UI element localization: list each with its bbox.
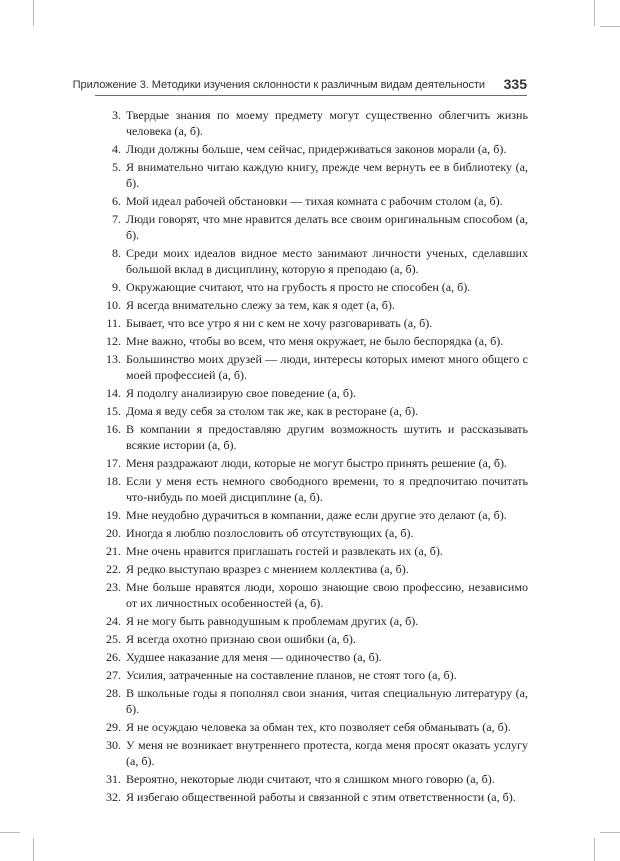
item-number: 19. bbox=[105, 508, 121, 522]
list-item bbox=[100, 333, 528, 349]
list-item bbox=[100, 245, 528, 277]
item-text: Иногда я люблю позлословить об отсутствующих (а, б). bbox=[126, 526, 414, 540]
list-item bbox=[100, 141, 528, 157]
list-item bbox=[100, 579, 528, 611]
item-text: Дома я веду себя за столом так же, как в ресторане (а, б). bbox=[126, 404, 419, 418]
item-number: 22. bbox=[105, 562, 121, 576]
item-text: Вероятно, некоторые люди считают, что я слишком много говорю (а, б). bbox=[126, 772, 495, 786]
item-number: 25. bbox=[105, 632, 121, 646]
item-text: Люди должны больше, чем сейчас, придерживаться законов морали (а, б). bbox=[126, 142, 507, 156]
list-item bbox=[100, 193, 528, 209]
list-item bbox=[100, 107, 528, 139]
item-number: 14. bbox=[105, 386, 121, 400]
item-number: 10. bbox=[105, 298, 121, 312]
item-number: 7. bbox=[111, 212, 121, 226]
item-number: 16. bbox=[105, 422, 121, 436]
list-item bbox=[100, 385, 528, 401]
list-item bbox=[100, 685, 528, 717]
crop-mark-top-left-vertical bbox=[33, 0, 34, 26]
list-item bbox=[100, 421, 528, 453]
item-text: Мне очень нравится приглашать гостей и развлекать их (а, б). bbox=[126, 544, 443, 558]
list-item bbox=[100, 631, 528, 647]
item-text: Мне неудобно дурачиться в компании, даже если другие это делают (а, б). bbox=[126, 508, 507, 522]
item-number: 31. bbox=[105, 772, 121, 786]
crop-mark-bottom-right-vertical bbox=[594, 838, 595, 861]
item-number: 28. bbox=[105, 686, 121, 700]
item-text: Я всегда внимательно слежу за тем, как я одет (а, б). bbox=[126, 298, 395, 312]
item-number: 32. bbox=[105, 790, 121, 804]
list-item bbox=[100, 507, 528, 523]
running-header-title: Приложение 3. Методики изучения склонности к различным видам деятельности bbox=[72, 79, 485, 91]
item-number: 13. bbox=[105, 352, 121, 366]
item-text: Мой идеал рабочей обстановки — тихая комната с рабочим столом (а, б). bbox=[126, 194, 503, 208]
item-number: 29. bbox=[105, 720, 121, 734]
list-item bbox=[100, 719, 528, 735]
crop-mark-bottom-left-horizontal bbox=[0, 832, 20, 833]
header-rule bbox=[95, 95, 527, 96]
item-text: Окружающие считают, что на грубость я просто не способен (а, б). bbox=[126, 280, 471, 294]
list-item bbox=[100, 771, 528, 787]
questionnaire-list bbox=[100, 107, 528, 807]
item-text: Я подолгу анализирую свое поведение (а, б). bbox=[126, 386, 356, 400]
list-item bbox=[100, 315, 528, 331]
item-number: 20. bbox=[105, 526, 121, 540]
item-text: Твердые знания по моему предмету могут существенно облегчить жизнь человека (а, б). bbox=[126, 108, 528, 138]
item-text: У меня не возникает внутреннего протеста, когда меня просят оказать услугу (а, б). bbox=[126, 738, 528, 768]
list-item bbox=[100, 455, 528, 471]
item-text: Усилия, затраченные на составление планов, не стоят того (а, б). bbox=[126, 668, 457, 682]
list-item bbox=[100, 737, 528, 769]
item-text: Мне больше нравятся люди, хорошо знающие свою профессию, независимо от их личностных особенностей (а, б). bbox=[126, 580, 528, 610]
running-header bbox=[72, 76, 527, 98]
item-number: 26. bbox=[105, 650, 121, 664]
item-text: Мне важно, чтобы во всем, что меня окружает, не было беспорядка (а, б). bbox=[126, 334, 504, 348]
list-item bbox=[100, 473, 528, 505]
item-number: 12. bbox=[105, 334, 121, 348]
item-text: В компании я предоставляю другим возможность шутить и рассказывать всякие истории (а, б). bbox=[126, 422, 528, 452]
item-number: 27. bbox=[105, 668, 121, 682]
item-number: 24. bbox=[105, 614, 121, 628]
list-item bbox=[100, 403, 528, 419]
item-number: 3. bbox=[111, 108, 121, 122]
list-item bbox=[100, 525, 528, 541]
list-item bbox=[100, 649, 528, 665]
item-text: В школьные годы я пополнял свои знания, читая специальную литературу (а, б). bbox=[126, 686, 528, 716]
item-text: Люди говорят, что мне нравится делать все своим оригинальным способом (а, б). bbox=[126, 212, 528, 242]
item-text: Меня раздражают люди, которые не могут быстро принять решение (а, б). bbox=[126, 456, 507, 470]
item-text: Бывает, что все утро я ни с кем не хочу разговаривать (а, б). bbox=[126, 316, 433, 330]
item-text: Я избегаю общественной работы и связанной с этим ответственности (а, б). bbox=[126, 790, 516, 804]
page-number: 335 bbox=[503, 76, 527, 92]
item-number: 6. bbox=[111, 194, 121, 208]
list-item bbox=[100, 613, 528, 629]
item-number: 8. bbox=[111, 246, 121, 260]
item-number: 11. bbox=[106, 316, 121, 330]
item-text: Я редко выступаю вразрез с мнением коллектива (а, б). bbox=[126, 562, 409, 576]
crop-mark-top-right-horizontal bbox=[600, 26, 620, 27]
item-text: Худшее наказание для меня — одиночество (а, б). bbox=[126, 650, 382, 664]
item-number: 4. bbox=[111, 142, 121, 156]
item-text: Я не могу быть равнодушным к проблемам других (а, б). bbox=[126, 614, 419, 628]
list-item bbox=[100, 351, 528, 383]
item-text: Большинство моих друзей — люди, интересы которых имеют много общего с моей профессией (а, б). bbox=[126, 352, 528, 382]
item-number: 5. bbox=[111, 160, 121, 174]
item-number: 15. bbox=[105, 404, 121, 418]
list-item bbox=[100, 543, 528, 559]
item-number: 17. bbox=[105, 456, 121, 470]
item-number: 9. bbox=[111, 280, 121, 294]
item-text: Я всегда охотно признаю свои ошибки (а, б). bbox=[126, 632, 356, 646]
list-item bbox=[100, 789, 528, 805]
list-item bbox=[100, 159, 528, 191]
item-number: 18. bbox=[105, 474, 121, 488]
crop-mark-top-right-vertical bbox=[594, 0, 595, 26]
item-number: 23. bbox=[105, 580, 121, 594]
item-text: Я внимательно читаю каждую книгу, прежде чем вернуть ее в библиотеку (а, б). bbox=[126, 160, 528, 190]
item-number: 21. bbox=[105, 544, 121, 558]
item-number: 30. bbox=[105, 738, 121, 752]
item-text: Среди моих идеалов видное место занимают личности ученых, сделавших большой вклад в дисциплину, которую я преподаю (а, б). bbox=[126, 246, 528, 276]
list-item bbox=[100, 279, 528, 295]
item-text: Я не осуждаю человека за обман тех, кто позволяет себя обманывать (а, б). bbox=[126, 720, 511, 734]
list-item bbox=[100, 667, 528, 683]
item-text: Если у меня есть немного свободного времени, то я предпочитаю почитать что-нибудь по моей дисциплине (а, б). bbox=[126, 474, 528, 504]
list-item bbox=[100, 561, 528, 577]
crop-mark-bottom-left-vertical bbox=[33, 838, 34, 861]
crop-mark-bottom-right-horizontal bbox=[600, 832, 620, 833]
list-item bbox=[100, 297, 528, 313]
list-item bbox=[100, 211, 528, 243]
